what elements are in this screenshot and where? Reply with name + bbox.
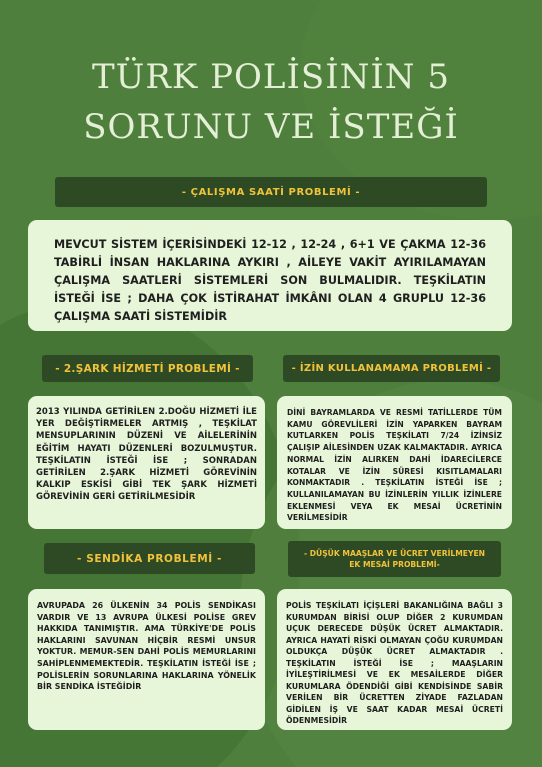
section-heading-calisma — [55, 177, 487, 207]
section-heading-izin — [283, 355, 500, 382]
section-heading-maas — [288, 541, 501, 577]
section-body-maas — [277, 589, 512, 730]
section-heading-label: - SENDİKA PROBLEMİ - — [76, 552, 223, 565]
section-text: DİNİ BAYRAMLARDA VE RESMİ TATİLLERDE TÜM KAMU GÖREVLİLERİ İZİN YAPARKEN BAYRAM KUTLARKEN POLİS TEŞKİLATI 7/24 İZİNSİZ ÇALIŞIP AİLESİNDEN UZAK KALMAKTADIR. AYRICA NORMAL İZİN ALIRKEN DAHİ İDARECİLERCE KOTALAR VE İZİN SÜRESİ KISITLAMALARI KONMAKTADIR . TEŞKİLATIN İSTEĞİ İSE ; KULLANILAMAYAN BU İZİNLERİN YILLIK İZİNLERE EKLENMESİ VEYA EK MESAİ ÜCRETİNİN VERİLMESİDİR — [287, 408, 502, 523]
page-title: TÜRK POLİSİNİN 5 SORUNU VE İSTEĞİ — [83, 57, 459, 147]
section-body-sendika — [28, 589, 265, 730]
section-heading-sendika — [44, 543, 255, 574]
section-body-izin — [277, 396, 512, 529]
section-text: MEVCUT SİSTEM İÇERİSİNDEKİ 12-12 , 12-24 , 6+1 VE ÇAKMA 12-36 TABİRLİ İNSAN HAKLARINA AYKIRI , AİLEYE VAKİT AYIRILAMAYAN ÇALIŞMA SAATLERİ SİSTEMLERİ SON BULMALIDIR. TEŞKİLATIN İSTEĞİ İSE ; DAHA ÇOK İSTİRAHAT İMKÂNI OLAN 4 GRUPLU 12-36 ÇALIŞMA SAATİ SİSTEMİDİR — [54, 238, 486, 323]
section-heading-label: - 2.ŞARK HİZMETİ PROBLEMİ - — [55, 362, 240, 375]
section-text: 2013 YILINDA GETİRİLEN 2.DOĞU HİZMETİ İLE YER DEĞİŞTİRMELER ARTMIŞ , TEŞKİLAT MENSUPLARININ DÜZENİ VE AİLELERİNİN EĞİTİM HAYATI DÜZENLERİ BOZULMUŞTUR. TEŞKİLATIN İSTEĞİ İSE ; SONRADAN GETİRİLEN 2.ŞARK HİZMETİ GÖREVİNİN KALKIP ESKİSİ GİBİ TEK ŞARK HİZMETİ GÖREVİNİN GERİ GETİRİLMESİDİR — [36, 407, 257, 503]
section-heading-line1: - DÜŞÜK MAAŞLAR VE ÜCRET VERİLMEYEN — [303, 549, 486, 558]
section-text: AVRUPADA 26 ÜLKENİN 34 POLİS SENDİKASI VARDIR VE 13 AVRUPA ÜLKESİ POLİSE GREV HAKKIDA TANIMIŞTIR. AMA TÜRKİYE'DE POLİS HAKLARINI SAVUNAN HİÇBİR RESMİ UNSUR YOKTUR. MEMUR-SEN DAHİ POLİS MEMURLARINI SAHİPLENMEMEKTEDİR. TEŞKİLATIN İSTEĞİ İSE ; POLİSLERİN SORUNLARINA HAKLARINA YÖNELİK BİR SENDİKA İSTEĞİDİR — [37, 601, 256, 692]
section-body-calisma — [28, 220, 512, 331]
section-body-sark — [28, 396, 265, 529]
section-text: POLİS TEŞKİLATI İÇİŞLERİ BAKANLIĞINA BAĞLI 3 KURUMDAN BİRİSİ OLUP DİĞER 2 KURUMDAN UÇUK DERECEDE DÜŞÜK ÜCRET ALMAKTADIR. AYRICA HAYATİ RİSKİ OLMAYAN ÇOĞU KURUMDAN OLDUKÇA DÜŞÜK ÜCRET ALMAKTADIR . TEŞKİLATIN İSTEĞİ İSE ; MAAŞLARIN İYİLEŞTİRİLMESİ VE EK MESAİLERDE DİĞER KURUMLARA ÖDENDİĞİ GİBİ KENDİSİNDE SABİR VERİLEN BİR ÜCRETTEN ZİYADE FAZLADAN GİDİLEN İŞ VE SAAT KADAR MESAİ ÜCRETİ ÖDENMESİDİR — [286, 601, 503, 725]
section-heading-label: - ÇALIŞMA SAATİ PROBLEMİ - — [181, 186, 361, 198]
section-heading-sark — [42, 355, 253, 382]
section-heading-label: - İZİN KULLANAMAMA PROBLEMİ - — [291, 363, 492, 374]
section-heading-line2: EK MESAİ PROBLEMİ- — [349, 560, 440, 569]
